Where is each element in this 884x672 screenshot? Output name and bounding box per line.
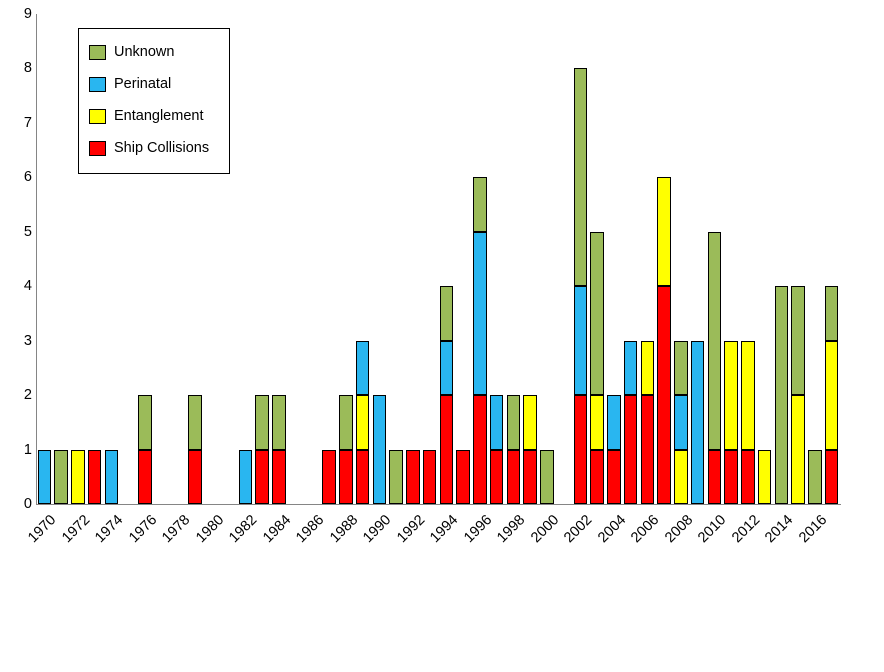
bar-segment bbox=[138, 450, 151, 504]
bar-segment bbox=[791, 395, 804, 504]
bar-column bbox=[741, 14, 754, 504]
bar-column bbox=[808, 14, 821, 504]
bar-segment bbox=[71, 450, 84, 504]
bar-segment bbox=[255, 395, 268, 449]
legend-item-label: Ship Collisions bbox=[114, 139, 210, 156]
bar-segment bbox=[674, 341, 687, 395]
bar-column bbox=[356, 14, 369, 504]
bar-column bbox=[624, 14, 637, 504]
bar-column bbox=[339, 14, 352, 504]
bar-segment bbox=[574, 395, 587, 504]
legend bbox=[78, 28, 230, 174]
bar-segment bbox=[607, 450, 620, 504]
bar-column bbox=[473, 14, 486, 504]
bar-segment bbox=[825, 286, 838, 340]
y-axis-tick-label: 4 bbox=[23, 277, 32, 294]
y-axis-tick-label: 1 bbox=[23, 441, 32, 458]
x-axis-tick-label: 1986 bbox=[293, 512, 328, 547]
bar-segment bbox=[540, 450, 553, 504]
bar-column bbox=[590, 14, 603, 504]
x-axis-tick-label: 1984 bbox=[260, 512, 295, 547]
bar-segment bbox=[406, 450, 419, 504]
bar-segment bbox=[507, 450, 520, 504]
bar-segment bbox=[624, 395, 637, 504]
bar-segment bbox=[724, 450, 737, 504]
bar-segment bbox=[641, 341, 654, 395]
bar-segment bbox=[490, 395, 503, 449]
bar-column bbox=[490, 14, 503, 504]
x-axis-labels bbox=[25, 504, 840, 624]
legend-item[interactable] bbox=[89, 100, 221, 132]
bar-column bbox=[557, 14, 570, 504]
y-axis-tick-label: 8 bbox=[23, 60, 32, 77]
bar-segment bbox=[641, 395, 654, 504]
bar-segment bbox=[758, 450, 771, 504]
bar-column bbox=[724, 14, 737, 504]
x-axis-tick-label: 2008 bbox=[662, 512, 697, 547]
bar-segment bbox=[574, 286, 587, 395]
bar-segment bbox=[356, 395, 369, 449]
x-axis-tick-label: 1980 bbox=[193, 512, 228, 547]
bar-segment bbox=[440, 286, 453, 340]
bar-column bbox=[423, 14, 436, 504]
bar-column bbox=[691, 14, 704, 504]
bar-segment bbox=[657, 286, 670, 504]
bar-column bbox=[456, 14, 469, 504]
bar-column bbox=[38, 14, 51, 504]
bar-segment bbox=[423, 450, 436, 504]
bar-column bbox=[758, 14, 771, 504]
bar-segment bbox=[356, 341, 369, 395]
bar-column bbox=[389, 14, 402, 504]
bar-segment bbox=[574, 68, 587, 286]
bar-column bbox=[825, 14, 838, 504]
x-axis-tick-label: 2002 bbox=[561, 512, 596, 547]
bar-column bbox=[322, 14, 335, 504]
bar-segment bbox=[389, 450, 402, 504]
bar-segment bbox=[138, 395, 151, 449]
bar-segment bbox=[607, 395, 620, 449]
bar-segment bbox=[724, 341, 737, 450]
x-axis-tick-label: 1972 bbox=[59, 512, 94, 547]
bar-column bbox=[272, 14, 285, 504]
legend-swatch-icon bbox=[89, 77, 106, 92]
bar-column bbox=[406, 14, 419, 504]
legend-item-label: Entanglement bbox=[114, 107, 204, 124]
x-axis-tick-label: 1974 bbox=[92, 512, 127, 547]
bar-column bbox=[791, 14, 804, 504]
bar-segment bbox=[708, 232, 721, 450]
bar-column bbox=[674, 14, 687, 504]
bar-segment bbox=[456, 450, 469, 504]
x-axis-tick-label: 1994 bbox=[427, 512, 462, 547]
x-axis-tick-label: 2010 bbox=[695, 512, 730, 547]
x-axis-tick-label: 1998 bbox=[494, 512, 529, 547]
bar-column bbox=[507, 14, 520, 504]
bar-segment bbox=[590, 395, 603, 449]
bar-column bbox=[708, 14, 721, 504]
x-axis-tick-label: 1970 bbox=[25, 512, 60, 547]
bar-segment bbox=[473, 395, 486, 504]
bar-segment bbox=[624, 341, 637, 395]
bar-segment bbox=[741, 450, 754, 504]
y-axis-tick-label: 5 bbox=[23, 223, 32, 240]
legend-item[interactable] bbox=[89, 132, 221, 164]
y-axis-tick-label: 3 bbox=[23, 332, 32, 349]
bar-segment bbox=[825, 341, 838, 450]
x-axis-tick-label: 1992 bbox=[394, 512, 429, 547]
bar-segment bbox=[339, 395, 352, 449]
bar-segment bbox=[239, 450, 252, 504]
bar-segment bbox=[473, 232, 486, 395]
bar-segment bbox=[255, 450, 268, 504]
bar-segment bbox=[691, 341, 704, 504]
legend-swatch-icon bbox=[89, 109, 106, 124]
x-axis-tick-label: 2014 bbox=[762, 512, 797, 547]
legend-swatch-icon bbox=[89, 45, 106, 60]
bar-column bbox=[574, 14, 587, 504]
bar-segment bbox=[272, 450, 285, 504]
x-axis-tick-label: 2016 bbox=[796, 512, 831, 547]
x-axis-tick-label: 1982 bbox=[226, 512, 261, 547]
legend-item-label: Perinatal bbox=[114, 75, 172, 92]
x-axis-tick-label: 1996 bbox=[461, 512, 496, 547]
bar-segment bbox=[674, 450, 687, 504]
bar-column bbox=[306, 14, 319, 504]
bar-column bbox=[54, 14, 67, 504]
bar-segment bbox=[708, 450, 721, 504]
bar-segment bbox=[791, 286, 804, 395]
bar-column bbox=[255, 14, 268, 504]
y-axis-tick-label: 0 bbox=[23, 495, 32, 512]
bar-segment bbox=[523, 450, 536, 504]
y-axis-tick-label: 9 bbox=[23, 5, 32, 22]
bar-segment bbox=[88, 450, 101, 504]
bar-column bbox=[239, 14, 252, 504]
x-axis-tick-label: 2012 bbox=[729, 512, 764, 547]
bar-column bbox=[289, 14, 302, 504]
bar-column bbox=[641, 14, 654, 504]
bar-segment bbox=[322, 450, 335, 504]
legend-item-label: Unknown bbox=[114, 43, 175, 60]
bar-segment bbox=[590, 450, 603, 504]
bar-segment bbox=[373, 395, 386, 504]
bar-column bbox=[540, 14, 553, 504]
y-axis-tick-label: 6 bbox=[23, 169, 32, 186]
bar-segment bbox=[741, 341, 754, 450]
bar-column bbox=[440, 14, 453, 504]
y-axis-labels bbox=[0, 0, 32, 672]
bar-column bbox=[775, 14, 788, 504]
x-axis-tick-label: 2000 bbox=[528, 512, 563, 547]
bar-segment bbox=[105, 450, 118, 504]
bar-segment bbox=[473, 177, 486, 231]
x-axis-tick-label: 2004 bbox=[595, 512, 630, 547]
y-axis-tick-label: 2 bbox=[23, 386, 32, 403]
x-axis-tick-label: 1978 bbox=[159, 512, 194, 547]
bar-segment bbox=[808, 450, 821, 504]
bar-column bbox=[523, 14, 536, 504]
bar-segment bbox=[188, 395, 201, 449]
bar-segment bbox=[674, 395, 687, 449]
x-axis-tick-label: 1976 bbox=[126, 512, 161, 547]
bar-segment bbox=[775, 286, 788, 504]
x-axis-tick-label: 2006 bbox=[628, 512, 663, 547]
bar-segment bbox=[507, 395, 520, 449]
x-axis-tick-label: 1990 bbox=[360, 512, 395, 547]
legend-swatch-icon bbox=[89, 141, 106, 156]
legend-item[interactable] bbox=[89, 68, 221, 100]
bar-segment bbox=[490, 450, 503, 504]
bar-segment bbox=[440, 395, 453, 504]
bar-segment bbox=[356, 450, 369, 504]
bar-segment bbox=[657, 177, 670, 286]
bar-segment bbox=[188, 450, 201, 504]
bar-segment bbox=[523, 395, 536, 449]
bar-column bbox=[373, 14, 386, 504]
x-axis-tick-label: 1988 bbox=[327, 512, 362, 547]
y-axis-tick-label: 7 bbox=[23, 114, 32, 131]
bar-segment bbox=[38, 450, 51, 504]
bar-segment bbox=[54, 450, 67, 504]
bar-segment bbox=[339, 450, 352, 504]
bar-segment bbox=[590, 232, 603, 395]
bar-segment bbox=[825, 450, 838, 504]
legend-item[interactable] bbox=[89, 36, 221, 68]
bar-segment bbox=[272, 395, 285, 449]
bar-column bbox=[657, 14, 670, 504]
bar-segment bbox=[440, 341, 453, 395]
bar-column bbox=[607, 14, 620, 504]
